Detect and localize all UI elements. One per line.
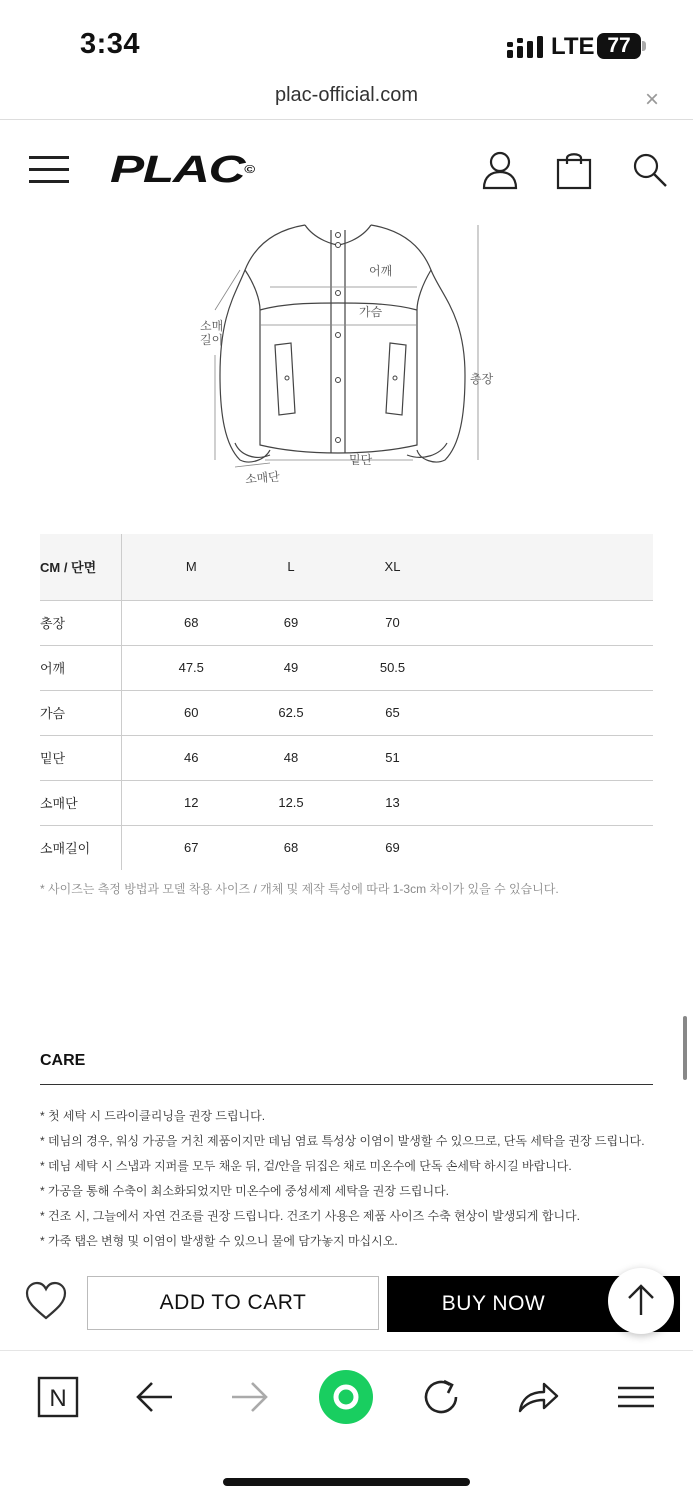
- svg-text:N: N: [49, 1385, 67, 1412]
- table-cell: 총장: [40, 600, 121, 645]
- table-cell: 밑단: [40, 735, 121, 780]
- list-item: * 데님 세탁 시 스냅과 지퍼를 모두 채운 뒤, 겉/안을 뒤집은 채로 미온수에 단독 손세탁 하시길 바랍니다.: [40, 1159, 572, 1173]
- url-domain[interactable]: plac-official.com: [274, 84, 419, 106]
- scroll-top-button[interactable]: [608, 1268, 674, 1334]
- diagram-label-chest: 가슴: [359, 305, 383, 319]
- add-to-cart-button[interactable]: ADD TO CART: [87, 1276, 379, 1330]
- table-row: [40, 825, 653, 870]
- reload-icon[interactable]: [420, 1375, 464, 1419]
- back-arrow-icon[interactable]: [132, 1375, 176, 1419]
- table-cell: 13: [321, 780, 464, 825]
- table-cell: 68: [121, 600, 261, 645]
- table-cell: 67: [184, 840, 199, 856]
- hamburger-icon[interactable]: [29, 156, 69, 184]
- list-item: * 데님의 경우, 워싱 가공을 거친 제품이지만 데님 염료 특성상 이염이 발생할 수 있으므로, 단독 세탁을 권장 드립니다.: [40, 1134, 645, 1148]
- table-cell: 69: [385, 840, 400, 856]
- table-header-cell: M: [121, 534, 261, 600]
- table-cell: 48: [261, 735, 321, 780]
- battery-level: 77: [597, 33, 641, 59]
- care-list: [40, 1106, 645, 1256]
- list-item: * 가죽 탭은 변형 및 이염이 발생할 수 있으니 물에 담가놓지 마십시오.: [40, 1234, 398, 1248]
- shopping-bag-icon[interactable]: [554, 150, 594, 190]
- table-cell: 49: [261, 645, 321, 690]
- diagram-label-hem: 밑단: [349, 453, 373, 467]
- table-cell: 69: [261, 600, 321, 645]
- network-type: LTE: [551, 33, 595, 60]
- naver-n-icon[interactable]: [36, 1375, 80, 1419]
- care-title: CARE: [40, 1052, 86, 1069]
- status-bar: [0, 0, 693, 84]
- table-cell: 소매단: [40, 780, 121, 825]
- scrollbar[interactable]: [683, 1016, 687, 1080]
- status-time: 3:34: [80, 28, 141, 60]
- table-header-row: [40, 534, 653, 600]
- table-row: [40, 735, 653, 780]
- purchase-bar: [0, 1265, 693, 1345]
- table-header-cell: CM / 단면: [40, 534, 121, 600]
- diagram-label-sleeve-length-1: 소매: [200, 319, 224, 333]
- user-icon[interactable]: [480, 150, 520, 190]
- table-cell: 12.5: [261, 780, 321, 825]
- battery-icon: [597, 33, 647, 59]
- diagram-label-cuff: 소매단: [244, 469, 281, 487]
- heart-icon[interactable]: [24, 1281, 68, 1321]
- table-row: [40, 780, 653, 825]
- table-cell: 60: [121, 690, 261, 735]
- arrow-up-icon: [625, 1283, 657, 1317]
- table-cell: 68: [283, 840, 299, 856]
- list-item: * 건조 시, 그늘에서 자연 건조를 권장 드립니다. 건조기 사용은 제품 사이즈 수축 현상이 발생되게 합니다.: [40, 1209, 580, 1223]
- close-icon[interactable]: ×: [645, 86, 660, 113]
- table-row: [40, 645, 653, 690]
- site-header: [0, 120, 693, 215]
- browser-toolbar: [0, 1350, 693, 1500]
- table-cell: 12: [121, 780, 261, 825]
- forward-arrow-icon[interactable]: [228, 1375, 272, 1419]
- table-header-cell: XL: [321, 534, 464, 600]
- jacket-illustration: [195, 215, 505, 490]
- diagram-label-total-length: 총장: [470, 372, 494, 386]
- list-item: * 첫 세탁 시 드라이클리닝을 권장 드립니다.: [40, 1109, 266, 1123]
- table-cell: 어깨: [40, 645, 121, 690]
- table-cell: 51: [321, 735, 464, 780]
- table-cell: 62.5: [261, 690, 321, 735]
- signal-icon: [507, 36, 543, 58]
- care-divider: [40, 1084, 653, 1085]
- table-row: [40, 690, 653, 735]
- size-diagram: [195, 215, 505, 490]
- size-note: * 사이즈는 측정 방법과 모델 착용 사이즈 / 개체 및 제작 특성에 따라 1-3cm 차이가 있을 수 있습니다.: [40, 882, 559, 896]
- share-icon[interactable]: [516, 1375, 560, 1419]
- size-table: [40, 534, 653, 870]
- table-cell: 47.5: [121, 645, 261, 690]
- table-cell: 가슴: [40, 690, 121, 735]
- url-bar[interactable]: [0, 84, 693, 120]
- table-cell: 70: [321, 600, 464, 645]
- table-header-cell: L: [261, 534, 321, 600]
- search-icon[interactable]: [630, 150, 670, 190]
- table-cell: 65: [321, 690, 464, 735]
- home-indicator[interactable]: [223, 1478, 470, 1486]
- brand-logo[interactable]: PLAC©: [110, 149, 254, 191]
- buy-now-button[interactable]: BUY NOW: [387, 1276, 680, 1332]
- diagram-label-shoulder: 어깨: [369, 264, 393, 278]
- menu-lines-icon[interactable]: [614, 1375, 658, 1419]
- list-item: * 가공을 통해 수축이 최소화되었지만 미온수에 중성세제 세탁을 권장 드립니다.: [40, 1184, 449, 1198]
- green-circle-icon[interactable]: [318, 1369, 374, 1425]
- table-cell: 소매길이: [40, 825, 121, 870]
- table-cell: 46: [121, 735, 261, 780]
- table-row: [40, 600, 653, 645]
- diagram-label-sleeve-length-2: 길이: [200, 333, 224, 347]
- table-cell: 50.5: [321, 645, 464, 690]
